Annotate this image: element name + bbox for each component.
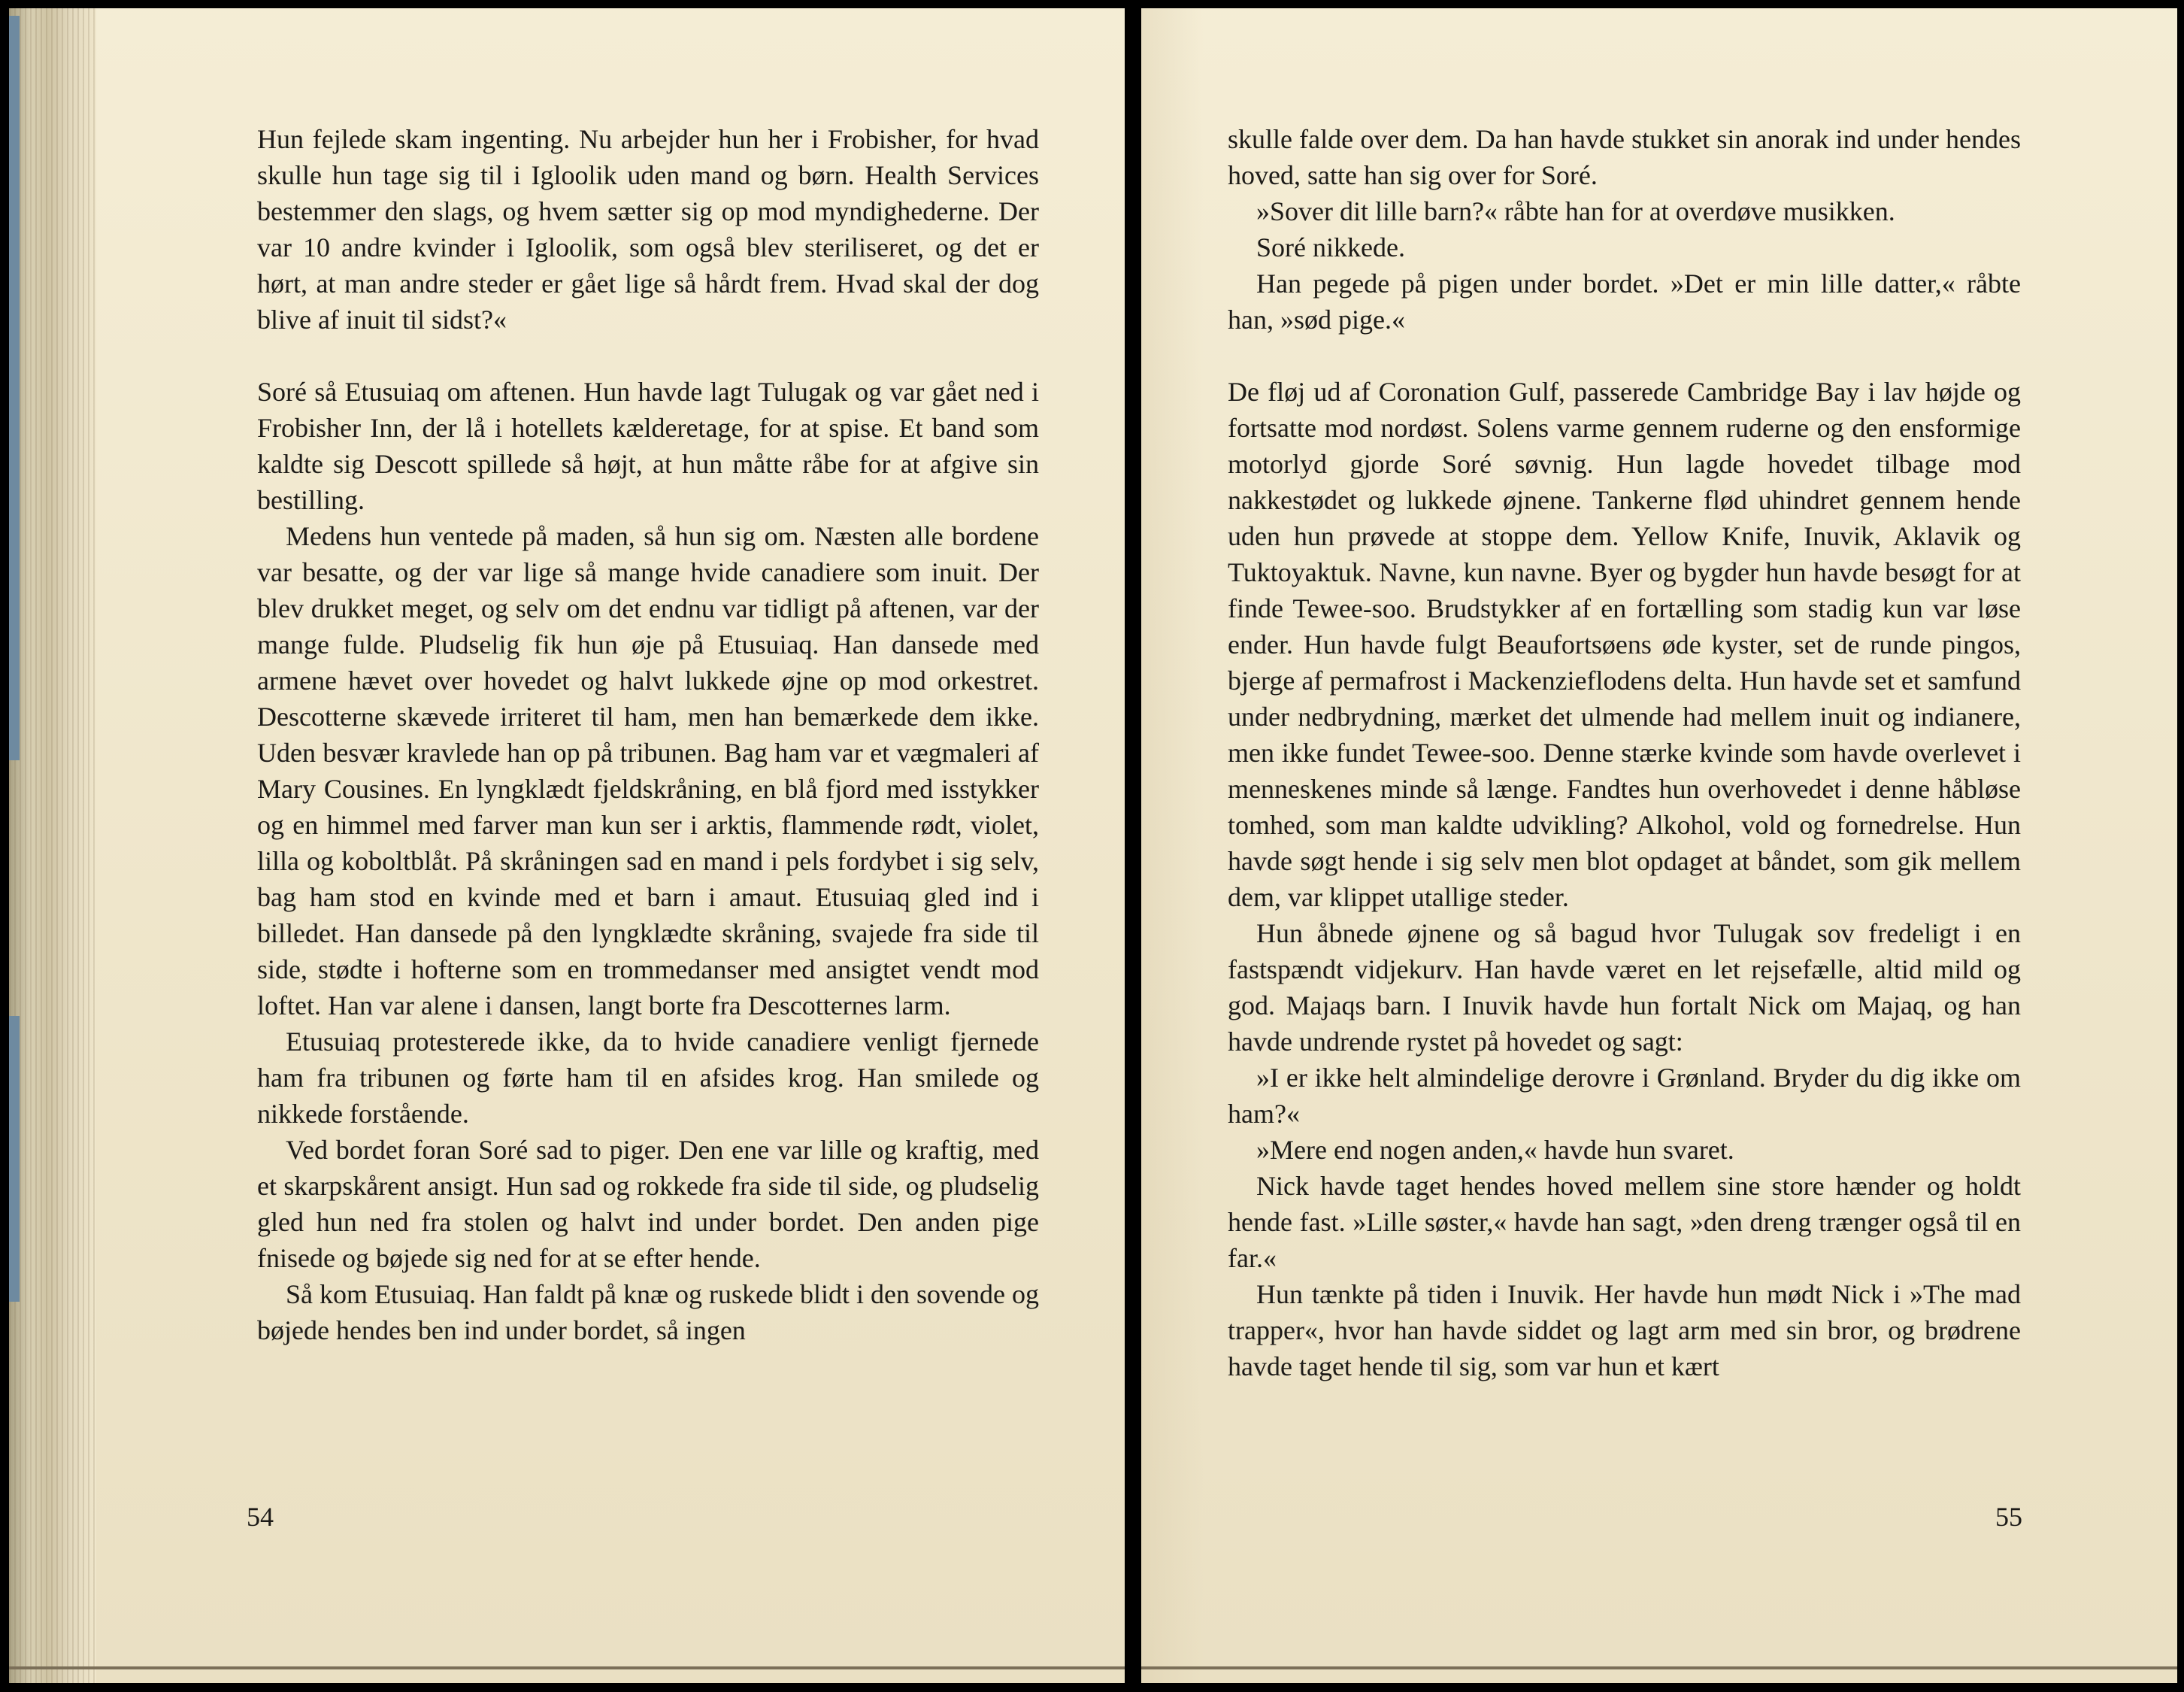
page-number: 55: [1995, 1502, 2022, 1532]
paragraph: Hun fejlede skam ingenting. Nu arbejder hun her i Frobisher, for hvad skulle hun tage sig til i Igloolik uden mand og børn. Health Services bestemmer den slags, og hvem sætter sig op mod myndighederne. Der var 10 andre kvinder i Igloolik, som også blev steriliseret, og det er hørt, at man andre steder er gået lige så hårdt frem. Hvad skal der dog blive af inuit til sidst?«: [257, 124, 1039, 335]
left-page-text: [257, 121, 1039, 1348]
paragraph: Hun åbnede øjnene og så bagud hvor Tulugak sov fredeligt i en fastspændt vidjekurv. Han havde været en let rejsefælle, altid mild og god. Majaqs barn. I Inuvik havde hun fortalt Nick om Majaq, og han havde undrende rystet på hovedet og sagt:: [1228, 918, 2021, 1057]
page-bottom-edge: [9, 1666, 1125, 1669]
left-page: [9, 8, 1125, 1683]
paragraph: »Sover dit lille barn?« råbte han for at overdøve musikken.: [1256, 196, 1895, 226]
paragraph: Soré nikkede.: [1256, 232, 1405, 262]
right-page: [1141, 8, 2177, 1683]
paragraph: Hun tænkte på tiden i Inuvik. Her havde hun mødt Nick i »The mad trapper«, hvor han havde siddet og lagt arm med sin bror, og brødrene havde taget hende til sig, som var hun et kært: [1228, 1279, 2021, 1381]
page-number: 54: [247, 1502, 274, 1532]
paragraph: Etusuiaq protesterede ikke, da to hvide canadiere venligt fjernede ham fra tribunen og førte ham til en afsides krog. Han smilede og nikkede forstående.: [257, 1026, 1039, 1129]
paragraph: Han pegede på pigen under bordet. »Det er min lille datter,« råbte han, »sød pige.«: [1228, 268, 2021, 335]
paragraph: skulle falde over dem. Da han havde stukket sin anorak ind under hendes hoved, satte han sig over for Soré.: [1228, 124, 2021, 190]
page-bottom-edge: [1141, 1666, 2177, 1669]
paragraph: Soré så Etusuiaq om aftenen. Hun havde lagt Tulugak og var gået ned i Frobisher Inn, der lå i hotellets kælderetage, for at spise. Et band som kaldte sig Descott spillede så højt, at hun måtte råbe for at afgive sin bestilling.: [257, 377, 1039, 515]
paragraph: Så kom Etusuiaq. Han faldt på knæ og ruskede blidt i den sovende og bøjede hendes ben ind under bordet, så ingen: [257, 1279, 1039, 1345]
paragraph: Nick havde taget hendes hoved mellem sine store hænder og holdt hende fast. »Lille søster,« havde han sagt, »den dreng trænger også til en far.«: [1228, 1171, 2021, 1273]
paragraph: Medens hun ventede på maden, så hun sig om. Næsten alle bordene var besatte, og der var lige så mange hvide canadiere som inuit. Der blev drukket meget, og selv om det endnu var tidligt på aftenen, var der mange fulde. Pludselig fik hun øje på Etusuiaq. Han dansede med armene hævet over hovedet og halvt lukkede øjne op mod orkestret. Descotterne skævede irriteret til ham, men han bemærkede dem ikke. Uden besvær kravlede han op på tribunen. Bag ham var et vægmaleri af Mary Cousines. En lyngklædt fjeldskråning, en blå fjord med isstykker og en himmel med farver man kun ser i arktis, flammende rødt, violet, lilla og koboltblåt. På skråningen sad en mand i pels fordybet i sig selv, bag ham stod en kvinde med et barn i amaut. Etusuiaq gled ind i billedet. Han dansede på den lyngklædte skråning, svajede fra side til side, stødte i hofterne som en trommedanser med ansigtet vendt mod loftet. Han var alene i dansen, langt borte fra Descotternes larm.: [257, 521, 1039, 1020]
paragraph: »Mere end nogen anden,« havde hun svaret.: [1256, 1135, 1734, 1165]
paragraph: Ved bordet foran Soré sad to piger. Den ene var lille og kraftig, med et skarpskårent ansigt. Hun sad og rokkede fra side til side, og pludselig gled hun ned fra stolen og halvt ind under bordet. Den anden pige fnisede og bøjede sig ned for at se efter hende.: [257, 1135, 1039, 1273]
paragraph: »I er ikke helt almindelige derovre i Grønland. Bryder du dig ikke om ham?«: [1228, 1063, 2021, 1129]
spine-color-stripe: [9, 16, 20, 760]
spine-color-stripe: [9, 1016, 20, 1302]
right-page-text: [1228, 121, 2021, 1384]
book-spine-edge: [9, 8, 96, 1683]
paragraph: De fløj ud af Coronation Gulf, passerede Cambridge Bay i lav højde og fortsatte mod nordøst. Solens varme gennem ruderne og den ensformige motorlyd gjorde Soré søvnig. Hun lagde hovedet tilbage mod nakkestødet og lukkede øjnene. Tankerne flød uhindret gennem hende uden hun prøvede at stoppe dem. Yellow Knife, Inuvik, Aklavik og Tuktoyaktuk. Navne, kun navne. Byer og bygder hun havde besøgt for at finde Tewee-soo. Brudstykker af en fortælling som stadig kun var løse ender. Hun havde fulgt Beaufortsøens øde kyster, set de runde pingos, bjerge af permafrost i Mackenzieflodens delta. Hun havde set et samfund under nedbrydning, mærket det ulmende had mellem inuit og indianere, men ikke fundet Tewee-soo. Denne stærke kvinde som havde overlevet i menneskenes minde så længe. Fandtes hun overhovedet i denne håbløse tomhed, som man kaldte udvikling? Alkohol, vold og fornedrelse. Hun havde søgt hende i sig selv men blot opdaget at båndet, som gik mellem dem, var klippet utallige steder.: [1228, 377, 2021, 912]
